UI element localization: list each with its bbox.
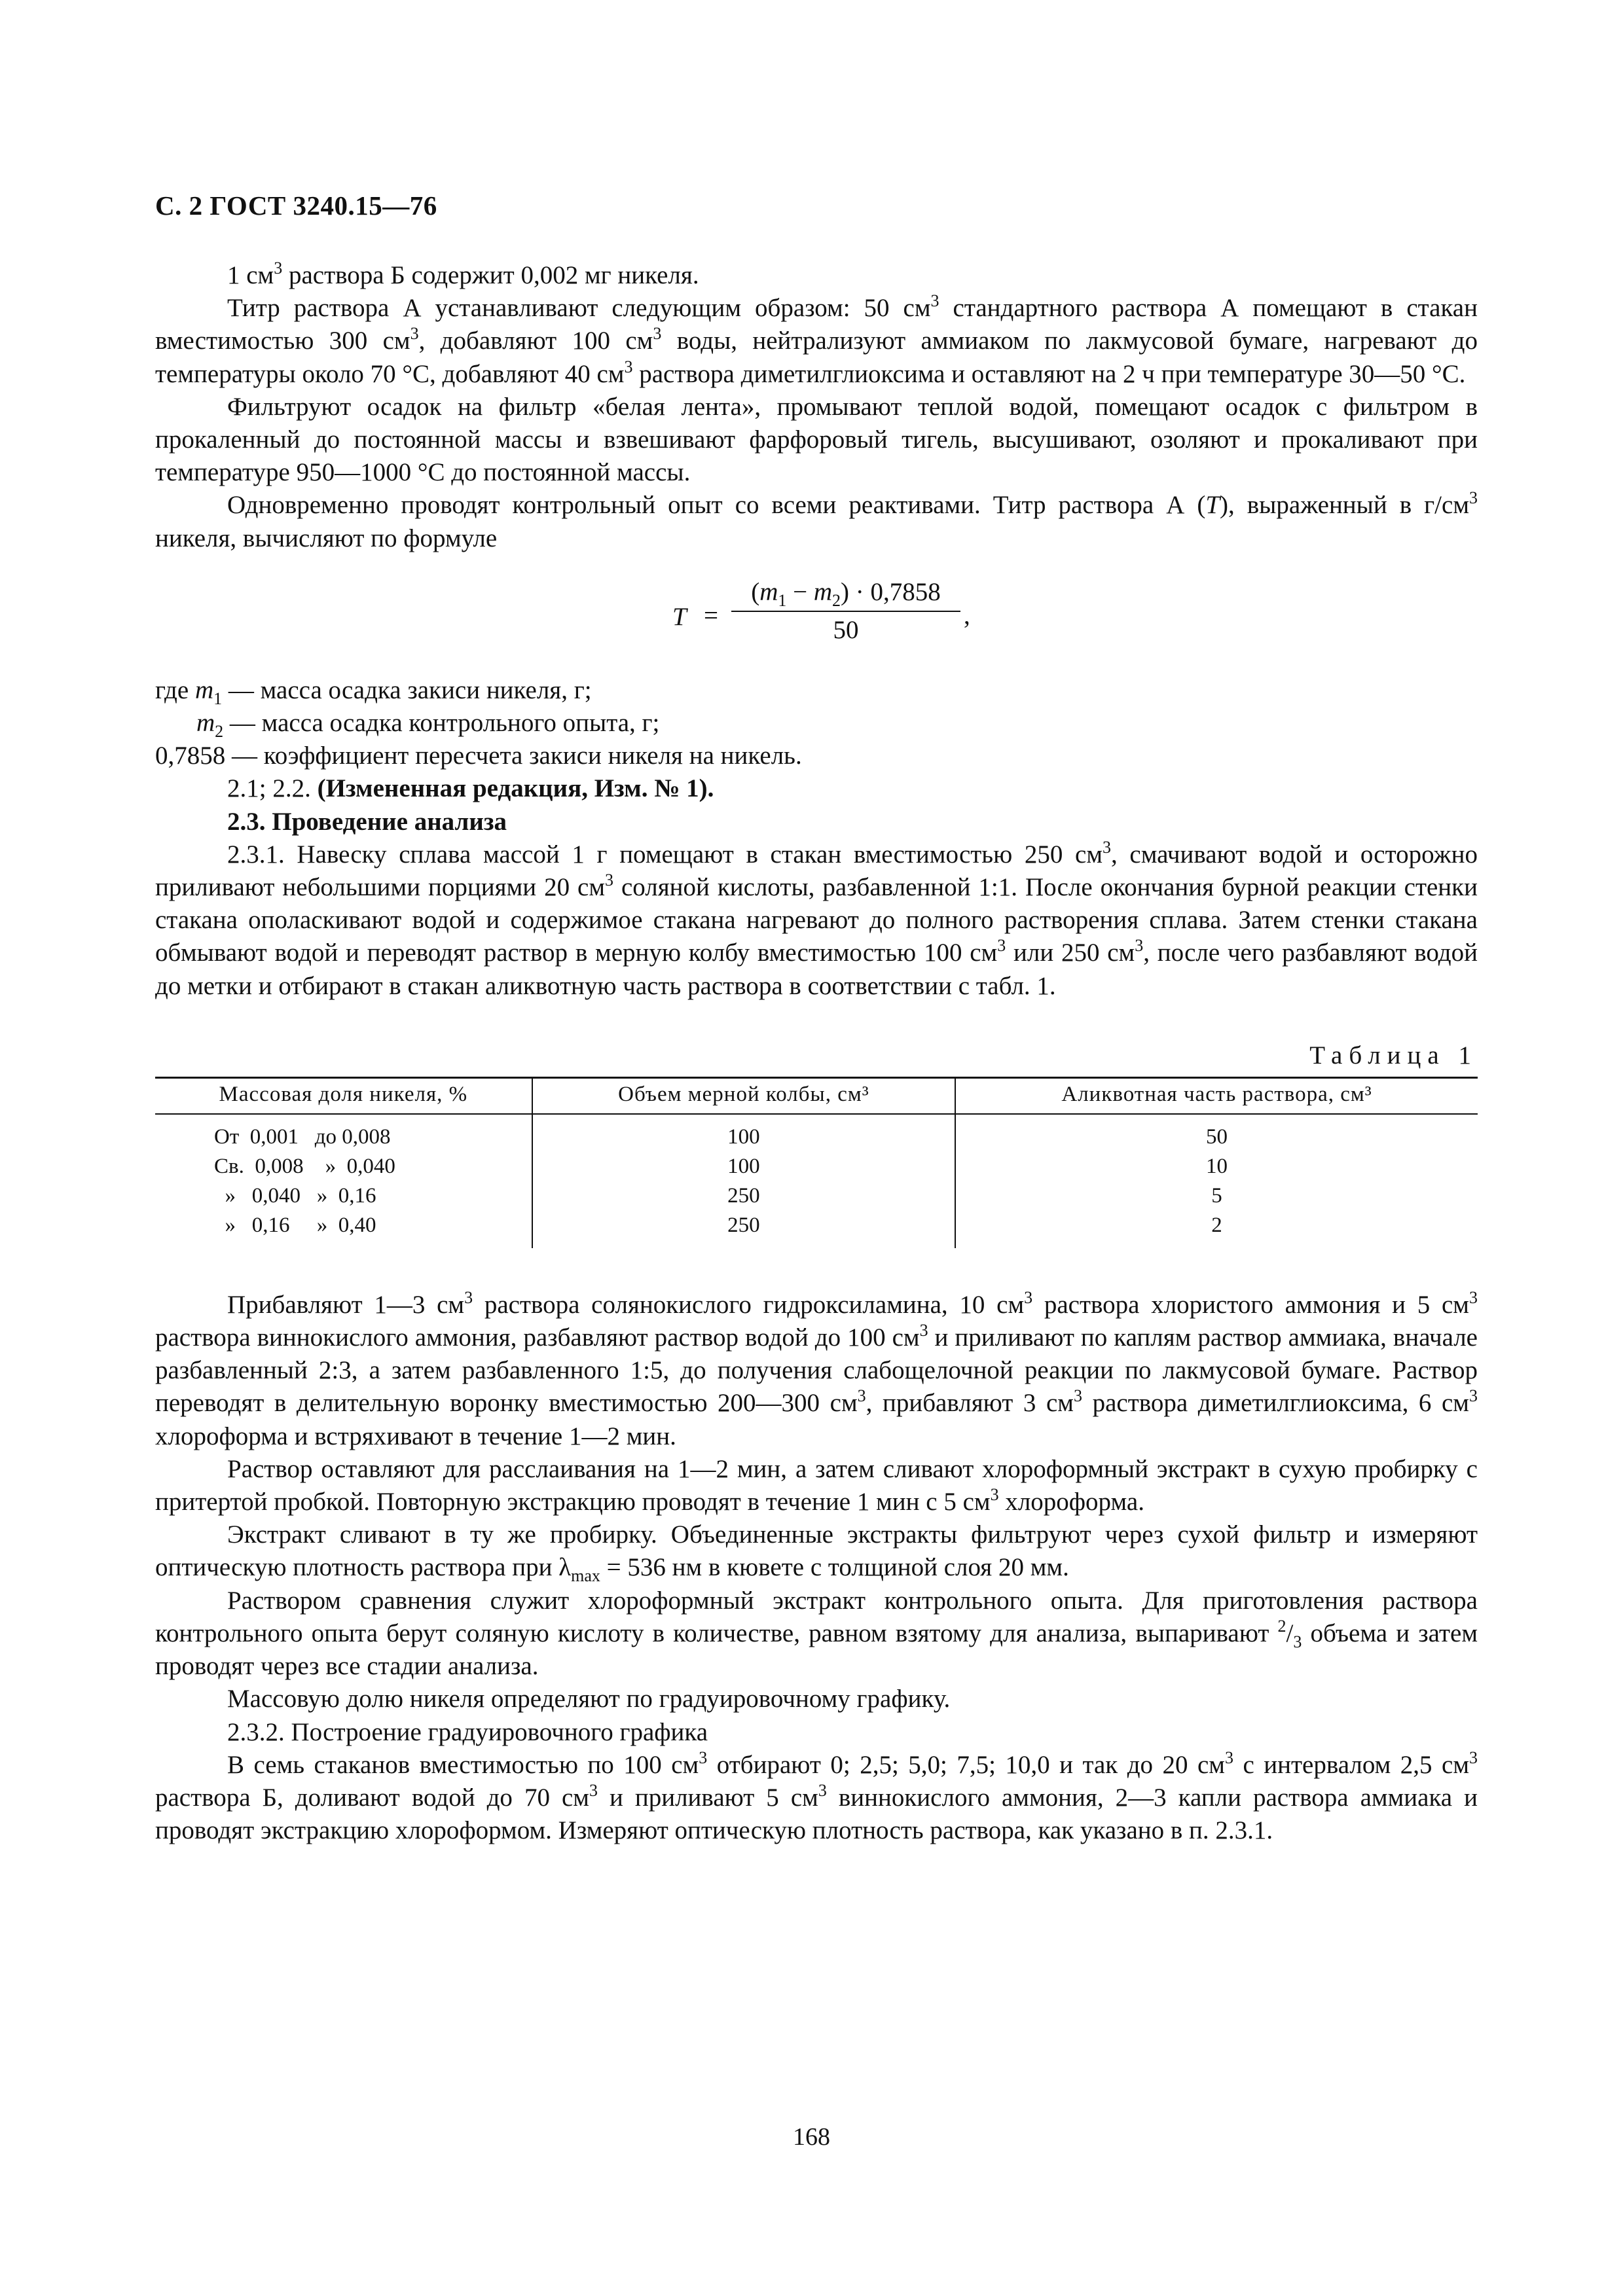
page-header: С. 2 ГОСТ 3240.15—76 — [155, 190, 437, 221]
table-row: Св. 0,008 » 0,040 100 10 — [155, 1152, 1478, 1181]
paragraph: Массовую долю никеля определяют по градуировочному графику. — [227, 1685, 951, 1713]
paragraph: Титр раствора А устанавливают следующим образом: 50 $см^3$ стандартного раствора А помещают в стакан вместимостью 300 $см^3$, добавляют 100 $см^3$ воды, нейтрализуют аммиаком по лакмусовой бумаге, нагревают до температуры около 70 °С, добавляют 40 $см^3$ раствора диметилглиоксима и оставляют на 2 ч при температуре 30—50 °С. — [155, 291, 1478, 388]
page-number: 168 — [793, 2123, 830, 2151]
paragraph: 2.3.1. Навеску сплава массой 1 г помещают в стакан вместимостью 250 $см^3$, смачивают водой и осторожно приливают небольшими порциями 20 $см^3$ соляной кислоты, разбавленной 1:1. После окончания бурной реакции стенки стакана ополаскивают водой и содержимое стакана нагревают до полного растворения сплава. Затем стенки стакана обмывают водой и переводят раствор в мерную колбу вместимостью 100 $см^3$ или 250 $см^3$, после чего разбавляют водой до метки и отбирают в стакан аликвотную часть раствора в соответствии с табл. 1. — [155, 837, 1478, 1000]
paragraph: Экстракт сливают в ту же пробирку. Объединенные экстракты фильтруют через сухой фильтр и измеряют оптическую плотность раствора при $\lambda_{max} = 536$ нм в кювете с толщиной слоя 20 мм. — [155, 1520, 1478, 1586]
paragraph: Фильтруют осадок на фильтр «белая лента», промывают теплой водой, помещают осадок с фильтром в прокаленный до постоянной массы и взвешивают фарфоровый тигель, высушивают, озоляют и прокаливают при температуре 950—1000 °С до постоянной массы. — [155, 392, 1478, 487]
table-row: От 0,001 до 0,008 100 50 — [155, 1114, 1478, 1152]
titre-formula: T = $(m_1 - m_2) \cdot 0,7858$ 50 , — [672, 577, 970, 644]
formula-numerator: $(m_1 - m_2) \cdot 0,7858$ — [751, 577, 941, 610]
paragraph: Одновременно проводят контрольный опыт со всеми реактивами. Титр раствора А (T), выраженный в $г/см^3$ никеля, вычисляют по формуле — [155, 488, 1478, 552]
paragraph: Раствор оставляют для расслаивания на 1—2 мин, а затем сливают хлороформный экстракт в сухую пробирку с притертой пробкой. Повторную экстракцию проводят в течение 1 мин с 5 $см^3$ хлороформа. — [155, 1454, 1478, 1516]
table-row: » 0,040 » 0,16 250 5 — [155, 1181, 1478, 1211]
formula-denominator: 50 — [833, 615, 859, 644]
table-row: » 0,16 » 0,40 250 2 — [155, 1211, 1478, 1248]
paragraph: Раствором сравнения служит хлороформный экстракт контрольного опыта. Для приготовления раствора контрольного опыта берут соляную кислоту в количестве, равном взятому для анализа, выпаривают $^2/_3$ объема и затем проводят через все стадии анализа. — [155, 1586, 1478, 1681]
variable-definitions: где $m_1$ — масса осадка закиси никеля, г; $m_2$ — масса осадка контрольного опыта, г; 0,7858 — коэффициент пересчета закиси никеля на никель. — [155, 675, 802, 770]
paragraph: 1 $см^3$ раствора Б содержит 0,002 мг никеля. — [227, 259, 699, 289]
amendment-note: 2.1; 2.2. (Измененная редакция, Изм. № 1). — [227, 774, 714, 803]
paragraph: Прибавляют 1—3 $см^3$ раствора солянокислого гидроксиламина, 10 $см^3$ раствора хлористого аммония и 5 $см^3$ раствора виннокислого аммония, разбавляют раствор водой до 100 $см^3$ и приливают по каплям раствор аммиака, вначале разбавленный 2:3, а затем разбавленного 1:5, до получения слабощелочной реакции по лакмусовой бумаге. Раствор переводят в делительную воронку вместимостью 200—300 $см^3$, прибавляют 3 $см^3$ раствора диметилглиоксима, 6 $см^3$ хлороформа и встряхивают в течение 1—2 мин. — [155, 1287, 1478, 1450]
document-page — [155, 190, 1478, 1847]
fraction-bar — [731, 611, 960, 612]
section-heading: 2.3. Проведение анализа — [227, 807, 507, 836]
table-caption: Таблица 1 — [1309, 1041, 1478, 1069]
table-header: Массовая доля никеля, % — [155, 1077, 532, 1114]
table-header: Аликвотная часть раствора, см³ — [955, 1077, 1478, 1114]
table-header: Объем мерной колбы, см³ — [532, 1077, 955, 1114]
paragraph: В семь стаканов вместимостью по 100 $см^3$ отбирают 0; 2,5; 5,0; 7,5; 10,0 и так до 20 $см^3$ с интервалом 2,5 $см^3$ раствора Б, доливают водой до 70 $см^3$ и приливают 5 $см^3$ виннокислого аммония, 2—3 капли раствора аммиака и проводят экстракцию хлороформом. Измеряют оптическую плотность раствора, как указано в п. 2.3.1. — [155, 1748, 1478, 1845]
subsection-heading: 2.3.2. Построение градуировочного графика — [227, 1717, 708, 1746]
nickel-table — [155, 1077, 1478, 1248]
